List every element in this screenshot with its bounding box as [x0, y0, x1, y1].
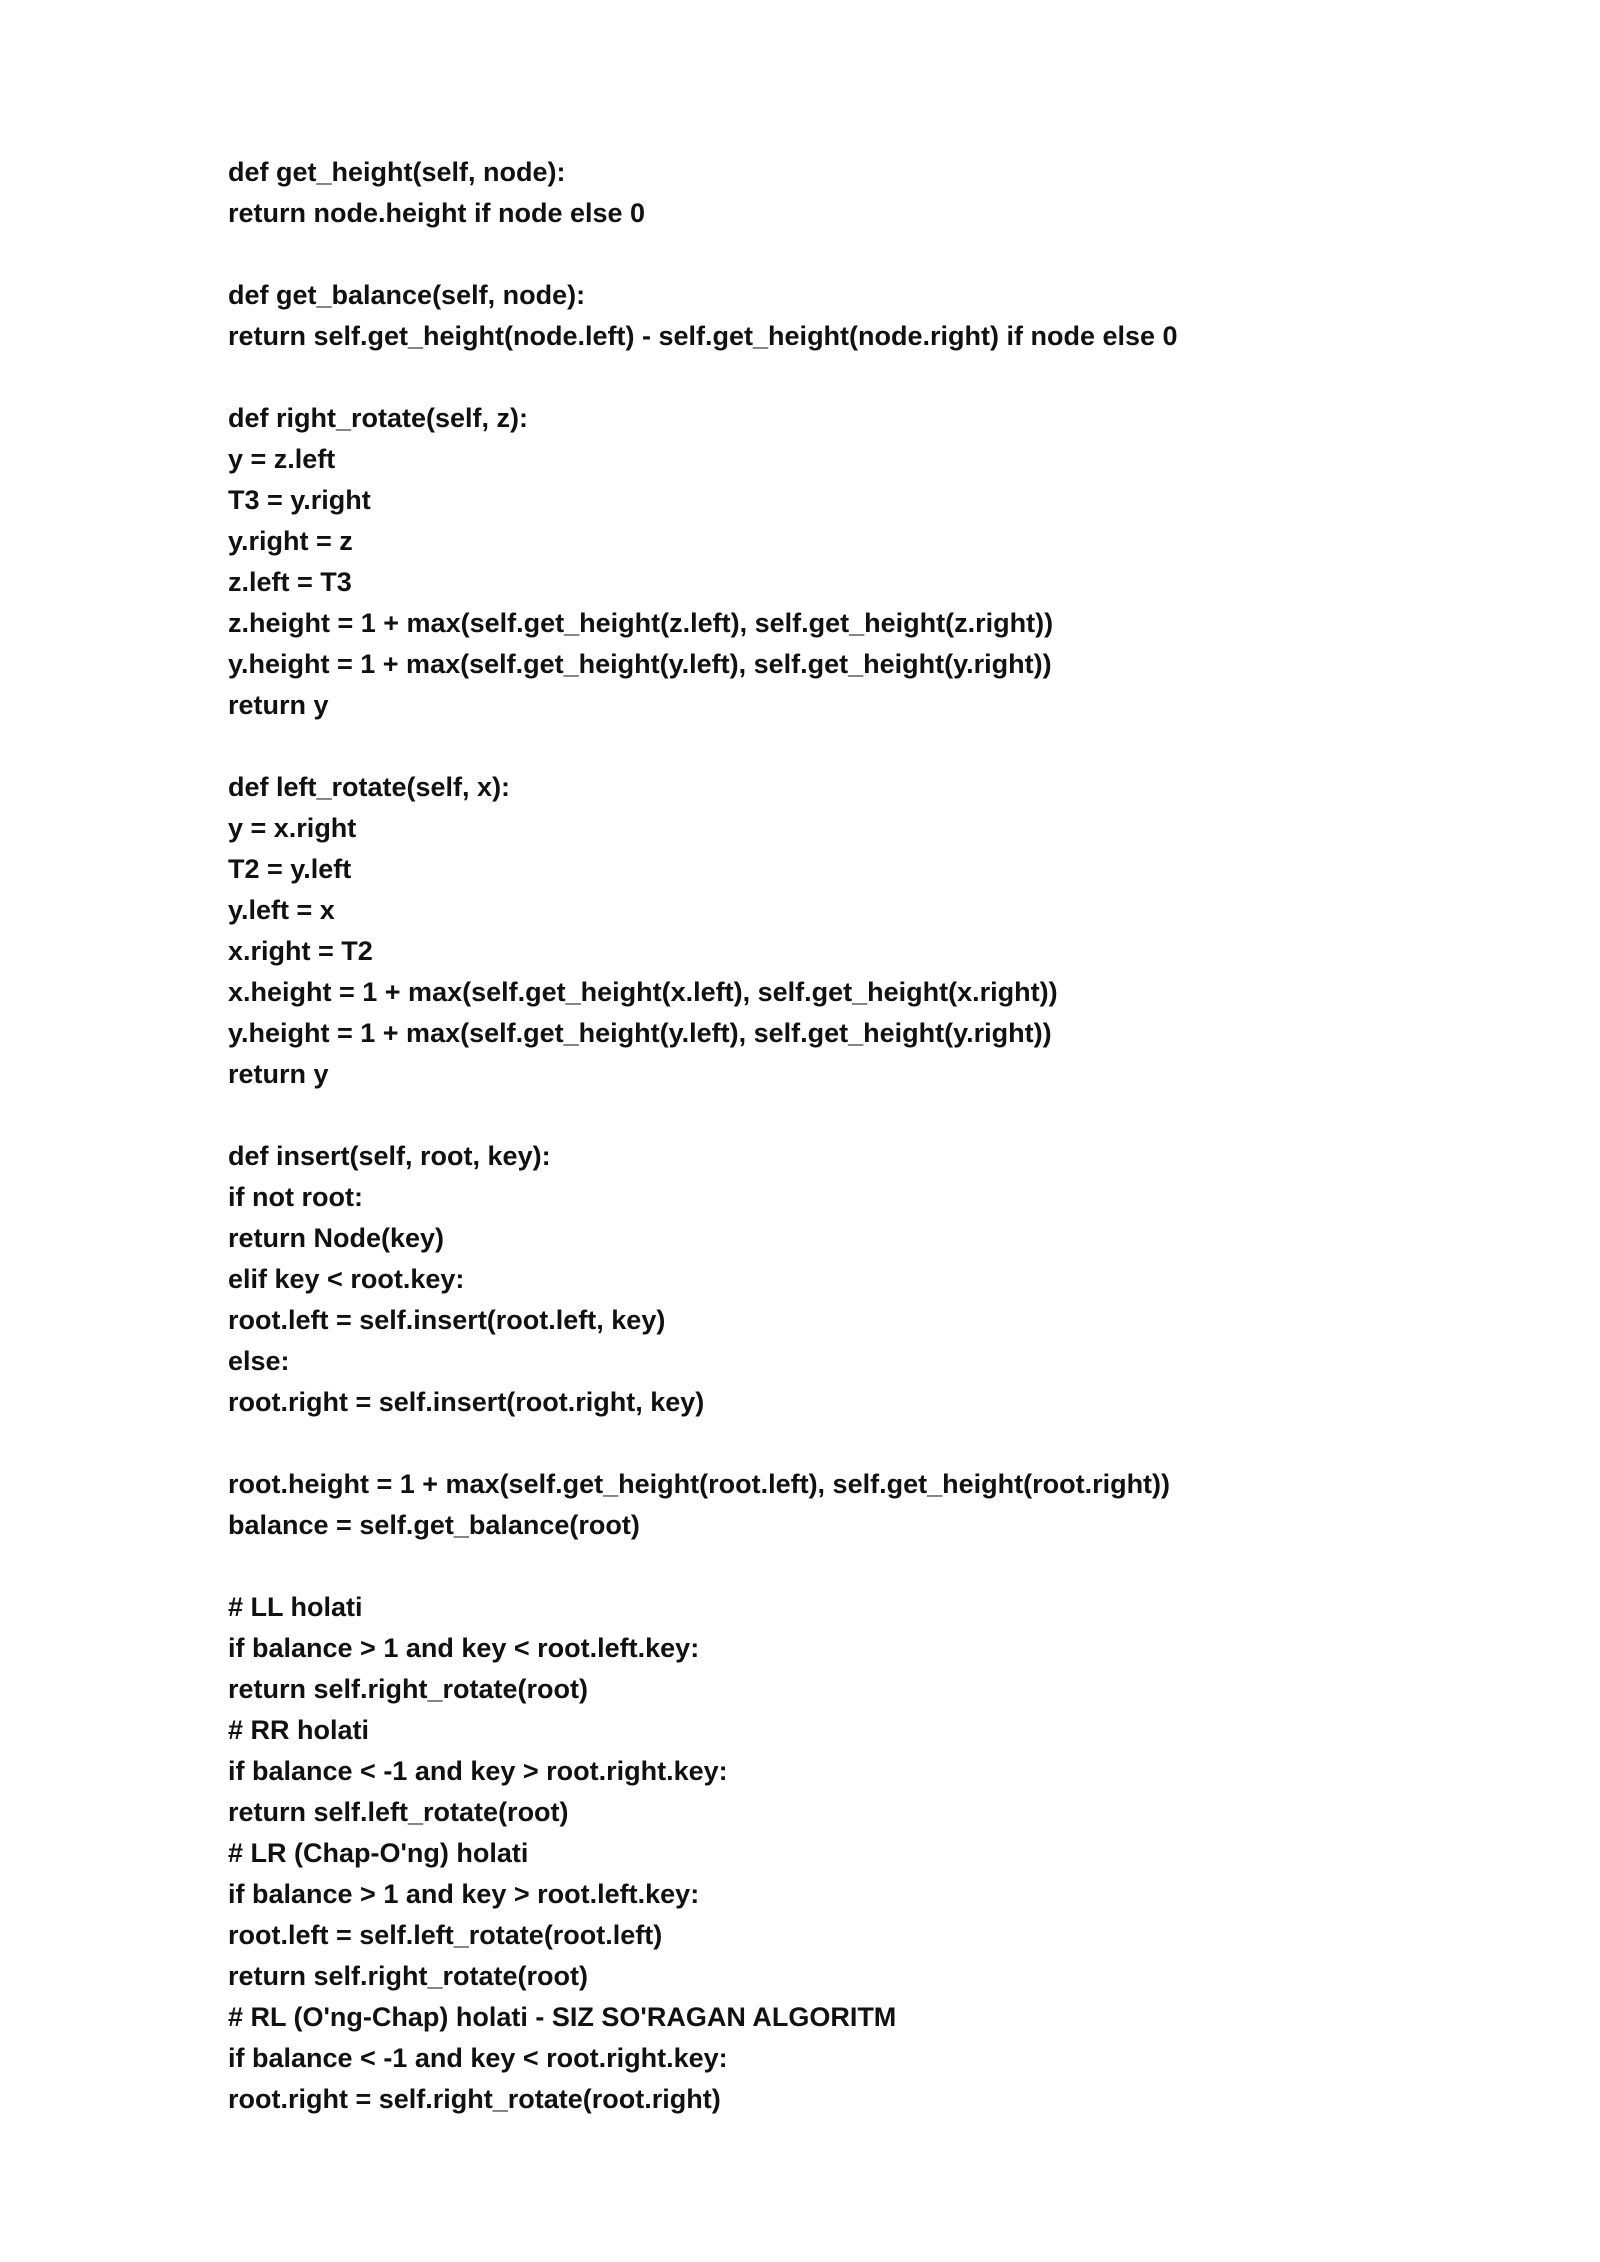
code-line: def get_height(self, node):: [228, 157, 566, 187]
code-line: if balance < -1 and key > root.right.key:: [228, 1756, 728, 1786]
code-line: x.height = 1 + max(self.get_height(x.left), self.get_height(x.right)): [228, 977, 1058, 1007]
code-line: root.left = self.left_rotate(root.left): [228, 1920, 663, 1950]
code-line: def left_rotate(self, x):: [228, 772, 511, 802]
code-line: z.height = 1 + max(self.get_height(z.left), self.get_height(z.right)): [228, 608, 1054, 638]
code-line: balance = self.get_balance(root): [228, 1510, 640, 1540]
code-line: # LL holati: [228, 1592, 363, 1622]
code-line: y.height = 1 + max(self.get_height(y.left), self.get_height(y.right)): [228, 649, 1052, 679]
code-line: T2 = y.left: [228, 854, 352, 884]
code-line: if balance > 1 and key > root.left.key:: [228, 1879, 700, 1909]
code-line: if balance > 1 and key < root.left.key:: [228, 1633, 700, 1663]
code-line: T3 = y.right: [228, 485, 371, 515]
code-line: y = z.left: [228, 444, 336, 474]
code-line: return Node(key): [228, 1223, 445, 1253]
code-line: z.left = T3: [228, 567, 352, 597]
code-line: def right_rotate(self, z):: [228, 403, 529, 433]
code-line: else:: [228, 1346, 290, 1376]
code-line: root.right = self.insert(root.right, key): [228, 1387, 705, 1417]
code-text-body: [228, 152, 1528, 2120]
code-line: return self.get_height(node.left) - self.get_height(node.right) if node else 0: [228, 321, 1178, 351]
code-line: if not root:: [228, 1182, 363, 1212]
code-line: # LR (Chap-O'ng) holati: [228, 1838, 529, 1868]
code-line: y.left = x: [228, 895, 335, 925]
code-line: root.height = 1 + max(self.get_height(root.left), self.get_height(root.right)): [228, 1469, 1171, 1499]
code-line: # RL (O'ng-Chap) holati - SIZ SO'RAGAN ALGORITM: [228, 2002, 897, 2032]
code-line: def insert(self, root, key):: [228, 1141, 551, 1171]
code-line: root.left = self.insert(root.left, key): [228, 1305, 666, 1335]
code-line: if balance < -1 and key < root.right.key:: [228, 2043, 728, 2073]
blank-line: [228, 357, 1528, 398]
code-line: root.right = self.right_rotate(root.right): [228, 2084, 721, 2114]
code-line: return node.height if node else 0: [228, 198, 646, 228]
code-line: return y: [228, 1059, 329, 1089]
code-line: elif key < root.key:: [228, 1264, 465, 1294]
code-line: return self.right_rotate(root): [228, 1961, 589, 1991]
blank-line: [228, 1095, 1528, 1136]
blank-line: [228, 726, 1528, 767]
code-line: y = x.right: [228, 813, 357, 843]
code-line: return self.left_rotate(root): [228, 1797, 569, 1827]
blank-line: [228, 1546, 1528, 1587]
code-line: x.right = T2: [228, 936, 373, 966]
code-line: # RR holati: [228, 1715, 370, 1745]
code-line: y.right = z: [228, 526, 353, 556]
blank-line: [228, 234, 1528, 275]
blank-line: [228, 1423, 1528, 1464]
code-line: y.height = 1 + max(self.get_height(y.left), self.get_height(y.right)): [228, 1018, 1052, 1048]
code-line: def get_balance(self, node):: [228, 280, 586, 310]
code-line: return self.right_rotate(root): [228, 1674, 589, 1704]
code-line: return y: [228, 690, 329, 720]
